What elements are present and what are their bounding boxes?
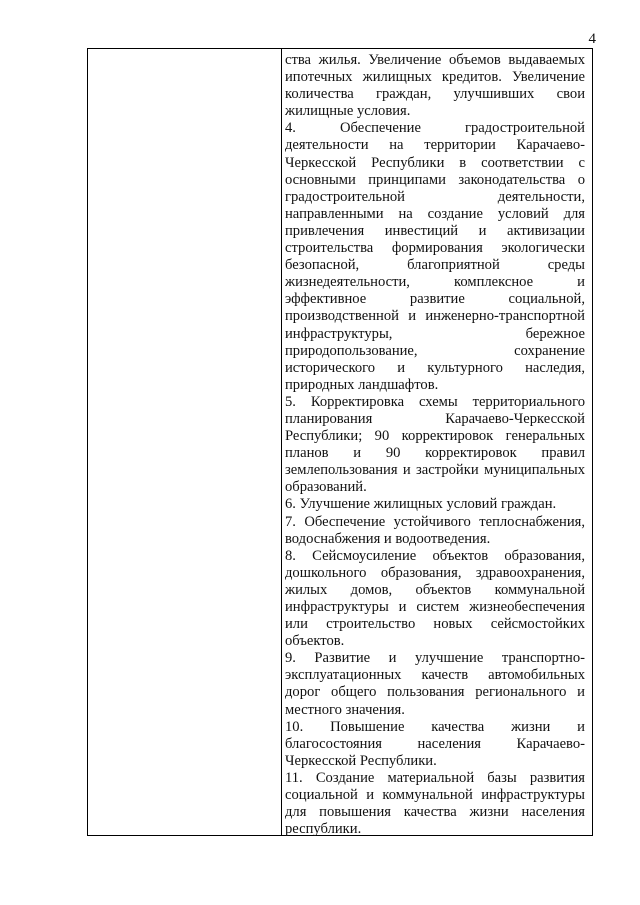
table-cell-right: [285, 52, 585, 838]
paragraph-item-6: 6. Улучшение жилищных условий граждан.: [285, 496, 557, 513]
paragraph-item-7: 7. Обеспечение устойчивого теплоснабжения, водоснабжения и водоотведения.: [285, 513, 585, 547]
paragraph-item-8: 8. Сейсмоусиление объектов образования, дошкольного образования, здравоохранения, жилых домов, объектов коммунальной инфраструктуры и систем жизнеобеспечения или строительство новых сейсмостойких объектов.: [285, 547, 585, 650]
paragraph-continuation: ства жилья. Увеличение объемов выдаваемых ипотечных жилищных кредитов. Увеличение количества граждан, улучшивших свои жилищные условия.: [285, 52, 585, 120]
paragraph-item-4: 4. Обеспечение градостроительной деятельности на территории Карачаево-Черкесской Республики в соответствии с основными принципами законодательства о градостроительной деятельности, направленными на создание условий для привлечения инвестиций и активизации строительства формирования экологически безопасной, благоприятной среды жизнедеятельности, комплексное и эффективное развитие социальной, производственной и инженерно-транспортной инфраструктуры, бережное природопользование, сохранение исторического и культурного наследия, природных ландшафтов.: [285, 120, 585, 393]
content-table: [87, 48, 593, 836]
paragraph-item-11: 11. Создание материальной базы развития социальной и коммунальной инфраструктуры для повышения качества жизни населения республики.: [285, 769, 585, 838]
page-number: 4: [588, 31, 596, 47]
column-divider: [281, 49, 282, 835]
table-cell-left: [88, 49, 281, 835]
paragraph-item-9: 9. Развитие и улучшение транспортно-эксплуатационных качеств автомобильных дорог общего пользования регионального и местного значения.: [285, 650, 585, 718]
paragraph-item-10: 10. Повышение качества жизни и благосостояния населения Карачаево-Черкесской Республики.: [285, 718, 585, 769]
paragraph-item-5: 5. Корректировка схемы территориального планирования Карачаево-Черкесской Республики; 90 корректировок генеральных планов и 90 корректировок правил землепользования и застройки муниципальных образований.: [285, 393, 585, 496]
